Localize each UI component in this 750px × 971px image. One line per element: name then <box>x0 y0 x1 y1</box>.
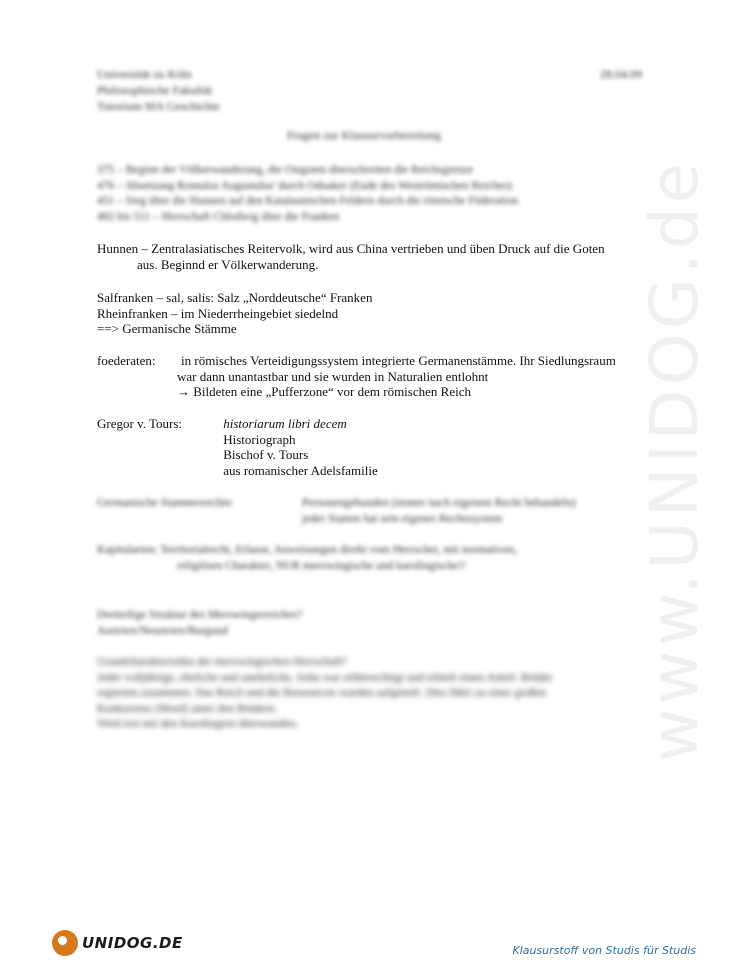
header-tutorial: Tutorium MA Geschichte <box>97 99 220 113</box>
stammesrechte-line-1: Personengebunden (immer nach eigenem Recht behandeln) <box>302 497 576 509</box>
section-hunnen <box>97 241 657 272</box>
stammesrechte-term: Germanische Stammesrechte: <box>97 497 234 509</box>
section-franken <box>97 290 372 337</box>
section-gregor <box>97 416 378 478</box>
foederaten-line-1: in römisches Verteidigungssystem integrierte Germanenstämme. Ihr Siedlungsraum <box>181 353 616 368</box>
section-grundcharakteristika <box>97 655 637 733</box>
hunnen-line-1: Hunnen – Zentralasiatisches Reitervolk, wird aus China vertrieben und üben Druck auf die Goten <box>97 241 605 256</box>
section-stammesrechte <box>97 496 657 527</box>
foederaten-term: foederaten: <box>97 353 156 368</box>
timeline-item: 375 – Beginn der Völkerwanderung, die Ostgoten überschreiten die Reichsgrenze <box>97 164 473 176</box>
kapitularien-line-2: religiösen Charakter, NUR merowingische und karolingische!! <box>177 559 466 572</box>
gregor-value: Historiograph <box>223 431 296 447</box>
document-header <box>97 66 642 114</box>
hunnen-line-2: aus. Beginnd er Völkerwanderung. <box>137 256 319 272</box>
grund-line: Jeder volljährige, eheliche und uneheliche, Sohn war erbberechtigt und erhielt einen Anteil. Brüder <box>97 671 553 684</box>
document-title: Fragen zur Klausurvorbereitung <box>287 128 441 142</box>
kapitularien-line-1: Kapitularien: Territorialrecht, Erlasse, Anweisungen direkt vom Herrscher, mit normativen, <box>97 544 518 556</box>
franken-line: Rheinfranken – im Niederrheingebiet siedelnd <box>97 305 339 321</box>
gregor-value: Bischof v. Tours <box>223 447 309 463</box>
gregor-term: Gregor v. Tours: <box>97 416 183 431</box>
unidog-logo[interactable] <box>52 930 183 956</box>
timeline-list <box>97 163 617 225</box>
timeline-item: 476 – Absetzung Romulus Augustulus' durch Odoaker (Ende des Weströmischen Reiches) <box>97 179 512 192</box>
grund-line: Wird erst mit den Karolingern überwunden. <box>97 718 299 731</box>
header-university: Universität zu Köln <box>97 67 192 81</box>
logo-text: UNIDOG.DE <box>82 934 183 952</box>
foederaten-line-2: war dann unantastbar und sie wurden in Naturalien entlohnt <box>177 368 489 384</box>
section-kapitularien <box>97 543 637 574</box>
gregor-value: historiarum libri decem <box>223 416 347 431</box>
grund-line: regierten zusammen. Das Reich und die Ressourcen wurden aufgeteilt. Dies führt zu einer großen <box>97 687 547 700</box>
foederaten-line-3: → Bildeten eine „Pufferzone“ vor dem römischen Reich <box>177 384 471 400</box>
grund-question: Grundcharakteristika der merowingischen Herrschaft? <box>97 656 348 668</box>
gregor-value: aus romanischer Adelsfamilie <box>223 462 378 478</box>
struktur-question: Dreiteilige Struktur des Merowingerreiches? <box>97 609 303 621</box>
header-date: 28.04.09 <box>600 67 642 81</box>
watermark-text: www.UNIDOG.de <box>636 158 714 762</box>
section-struktur <box>97 608 302 639</box>
timeline-item: 482 bis 511 – Herrschaft Chlodwig über die Franken <box>97 210 340 223</box>
grund-line: Konkurrenz (Mord) unter den Brüdern. <box>97 702 278 715</box>
watermark <box>620 158 730 762</box>
franken-line: Salfranken – sal, salis: Salz „Norddeutsche“ Franken <box>97 290 373 305</box>
franken-line: ==> Germanische Stämme <box>97 321 237 337</box>
section-foederaten <box>97 353 657 400</box>
stammesrechte-line-2: jeder Stamm hat sein eigenes Rechtssystem <box>302 512 503 525</box>
dog-mascot-icon <box>52 930 78 956</box>
struktur-answer: Austrien/Neustrien/Burgund <box>97 624 228 637</box>
footer-tagline: Klausurstoff von Studis für Studis <box>512 944 696 957</box>
header-faculty: Philosophische Fakultät <box>97 83 212 97</box>
timeline-item: 451 – Sieg über die Hunnen auf den Katalaunischen Feldern durch die römische Föderation <box>97 195 519 207</box>
